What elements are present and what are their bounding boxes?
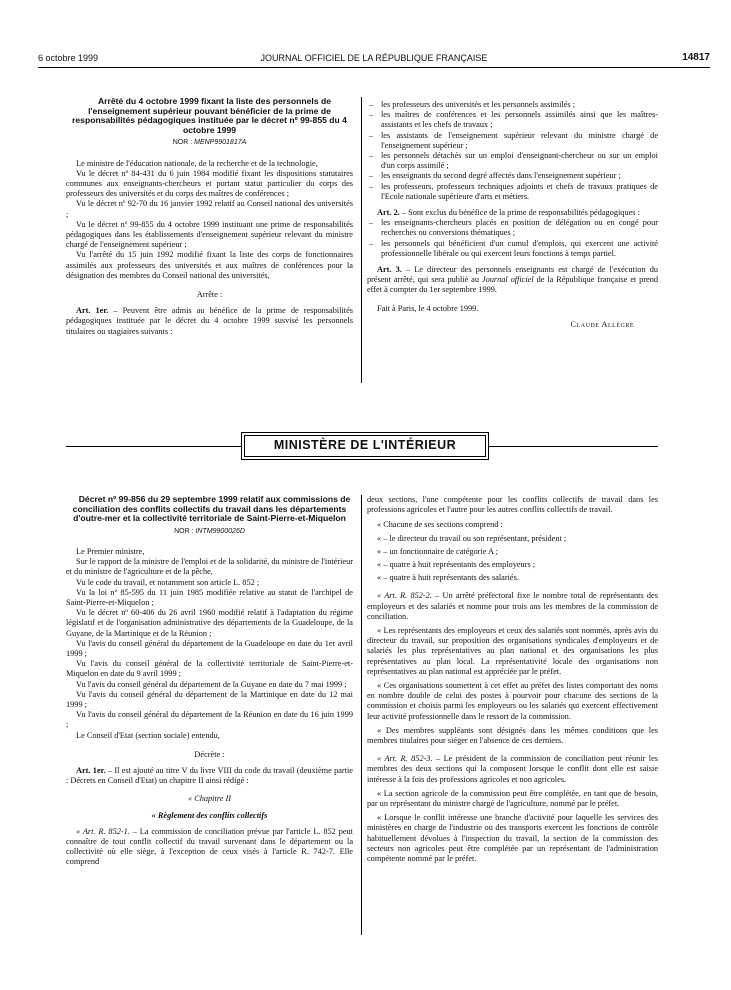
decret-paragraph: Vu l'avis du conseil général du département de la Guyane en date du 7 mai 1999 ; <box>76 679 347 689</box>
decret-right-column <box>367 495 658 864</box>
article-r852-1 <box>66 827 353 868</box>
decret-paragraph: « Des membres suppléants sont désignés dans les mêmes conditions que les membres titulaires pour siéger en l'absence de ces derniers. <box>367 725 658 746</box>
decret-paragraph: Vu le décret nº 60-406 du 26 avril 1960 modifié relatif à l'adaptation du régime législatif et de l'organisation administrative des départements de la Guadeloupe, de la Guyane, de la Martinique et de la Réunion ; <box>66 608 353 638</box>
running-header <box>38 52 710 68</box>
decret-paragraph: Vu l'avis du conseil général du département de la Martinique en date du 12 mai 1999 ; <box>66 689 353 710</box>
ministere-title: MINISTÈRE DE L'INTÉRIEUR <box>244 435 486 457</box>
column-divider-top <box>361 97 362 383</box>
article-label: Art. 1er. <box>76 766 106 776</box>
composition-item: « – quatre à huit représentants des salariés. <box>377 573 519 583</box>
arrete-right-column <box>367 100 658 330</box>
decret-paragraph: Vu l'avis du conseil général du département de la Réunion en date du 16 juin 1999 ; <box>66 710 353 730</box>
journal-officiel-ref: Journal officiel <box>481 275 534 285</box>
arrete-paragraph: Vu le décret nº 99-855 du 4 octobre 1999 instituant une prime de responsabilités pédagogiques dans les établissements d'enseignement supérieur relevant du ministre chargé de l'enseignement supérieur ; <box>66 219 353 250</box>
list-item: – les assistants de l'enseignement supérieur relevant du ministre chargé de l'enseignement supérieur ; <box>381 131 658 151</box>
header-journal-title: JOURNAL OFFICIEL DE LA RÉPUBLIQUE FRANÇAISE <box>260 53 488 63</box>
article-text: de la République française et prend effet à compter du 1er septembre 1999. <box>367 275 658 295</box>
list-item: – les maîtres de conférences et les personnels assimilés ainsi que les maîtres-assistants et les chefs de travaux ; <box>381 110 658 130</box>
article-text: – Il est ajouté au titre V du livre VIII du code du travail (deuxième partie : Décrets en Conseil d'Etat) un chapitre II ainsi rédigé : <box>66 766 353 786</box>
decret-paragraph: « Chacune de ses sections comprend : <box>377 520 503 530</box>
arrete-article-3 <box>367 265 658 296</box>
article-text: – La commission de conciliation prévue par l'article L. 852 peut connaître de tout conflit collectif du travail survenant dans le département ou la collectivité où elle siège, à l'exception de ceux visés à l'article R. 742-7. Elle comprend <box>66 826 353 867</box>
decrete-word: Décrète : <box>194 749 225 759</box>
article-r852-2 <box>367 591 658 622</box>
article-text: – Le président de la commission de conciliation peut réunir les membres des deux sections qui la composent lorsque le conflit dont elle est saisie intéresse à la fois des professions agricoles et non agricoles. <box>367 754 658 784</box>
decret-title: Décret nº 99-856 du 29 septembre 1999 relatif aux commissions de conciliation des conflits collectifs du travail dans les départements d'outre-mer et la collectivité territoriale de Saint-Pierre-et-Miquelon <box>72 494 351 524</box>
chapitre-heading: « Chapitre II <box>187 794 232 804</box>
article-text: – Sont exclus du bénéfice de la prime de responsabilités pédagogiques : <box>399 208 640 218</box>
header-rule <box>38 67 710 68</box>
list-item: – les professeurs des universités et les personnels assimilés ; <box>381 100 658 110</box>
article-text: – Un arrêté préfectoral fixe le nombre total de représentants des employeurs et des salariés et nomme pour trois ans les membres de la commission de conciliation. <box>367 591 658 621</box>
list-item: – les enseignants du second degré affectés dans l'enseignement supérieur ; <box>381 171 658 181</box>
list-item: – les personnels détachés sur un emploi d'enseignant-chercheur ou sur un emploi d'un corps assimilé ; <box>381 151 658 171</box>
decret-paragraph: « La section agricole de la commission peut être complétée, en tant que de besoin, par un représentant du ministre chargé de l'agriculture, nommé par le préfet. <box>367 788 658 809</box>
arrete-word: Arrête : <box>196 290 223 300</box>
decret-nor <box>66 527 353 537</box>
decret-paragraph: « Lorsque le conflit intéresse une branche d'activité pour laquelle les services des ministères en charge de l'industrie ou des transports exercent les fonctions de contrôle habituellement dévolues à l'inspection du travail, la section de la commission des secteurs non agricoles peut être complétée par un représentant de l'administration compétente nommé par le préfet. <box>367 813 658 864</box>
article-text: – Peuvent être admis au bénéfice de la prime de responsabilités pédagogiques instituée par le décret du 4 octobre 1999 susvisé les personnels titulaires ou stagiaires suivants : <box>66 306 354 336</box>
arrete-paragraph: Le ministre de l'éducation nationale, de la recherche et de la technologie, <box>76 158 318 168</box>
decret-paragraph: Vu l'avis du conseil général de la collectivité territoriale de Saint-Pierre-et-Miquelon en date du 9 avril 1999 ; <box>66 659 353 679</box>
list-item: – les personnels qui bénéficient d'un cumul d'emplois, qui exercent une activité professionnelle libérale ou qui exercent leurs fonctions à temps partiel. <box>381 239 658 259</box>
decret-paragraph: Le Conseil d'Etat (section sociale) entendu, <box>76 730 220 740</box>
decret-paragraph: deux sections, l'une compétente pour les conflits collectifs de travail dans les professions agricoles et l'autre pour les autres conflits collectifs de travail. <box>367 495 658 515</box>
header-date: 6 octobre 1999 <box>38 53 99 63</box>
arrete-title: Arrêté du 4 octobre 1999 fixant la liste des personnels de l'enseignement supérieur pouvant bénéficier de la prime de responsabilités pédagogiques instituée par le décret nº 99-855 du 4 octobre 1999 <box>72 96 347 135</box>
banner-line-left <box>66 446 241 447</box>
reglement-heading: « Règlement des conflits collectifs <box>151 810 268 820</box>
fait-a-paris: Fait à Paris, le 4 octobre 1999. <box>377 303 479 313</box>
article-2-list <box>367 218 658 259</box>
arrete-paragraph: Vu le décret nº 84-431 du 6 juin 1984 modifié fixant les dispositions statutaires communes aux enseignants-chercheurs et portant statut particulier du corps des professeurs des universités et du corps des maîtres de conférences ; <box>66 168 353 199</box>
composition-item: « – quatre à huit représentants des employeurs ; <box>377 560 536 570</box>
nor-label: NOR : <box>172 139 193 147</box>
nor-label: NOR : <box>174 527 194 535</box>
article-text: – Le directeur des personnels enseignants est chargé de l'exécution du présent arrêté, qui sera publié au <box>367 265 658 285</box>
list-item: – les professeurs, professeurs techniques adjoints et chefs de travaux pratiques de l'Ecole nationale supérieure d'arts et métiers. <box>381 182 658 202</box>
article-label: Art. 2. <box>377 208 400 218</box>
arrete-left-column <box>66 97 353 337</box>
decret-paragraph: Le Premier ministre, <box>76 546 145 556</box>
column-divider-bottom <box>361 495 362 935</box>
ministere-banner <box>241 432 489 460</box>
decret-paragraph: Vu la loi nº 85-595 du 11 juin 1985 modifiée relative au statut de l'archipel de Saint-Pierre-et-Miquelon ; <box>66 587 353 607</box>
nor-code: INTM9900026D <box>195 527 245 535</box>
composition-item: « – le directeur du travail ou son représentant, président ; <box>377 533 567 543</box>
decret-article-1 <box>66 766 353 786</box>
signature: Claude Allègre <box>570 319 634 329</box>
decret-paragraph: « Les représentants des employeurs et ceux des salariés sont nommés, après avis du directeur du travail, sur proposition des organisations syndicales d'employeurs et de salariés les plus représentatives au plan national et des organisations les plus représentatives au plan local. La représentativité locale des organisations non représentatives au plan national est appréciée par le préfet. <box>367 626 658 676</box>
decret-paragraph: Vu le code du travail, et notamment son article L. 852 ; <box>76 577 260 587</box>
header-page-number: 14817 <box>682 52 710 63</box>
decret-paragraph: « Ces organisations soumettent à cet effet au préfet des listes comportant des noms en nombre double de celui des postes à pourvoir pour chacune des sections de la commission et choisis parmi les employeurs ou les salariés qui exercent effectivement leur activité professionnelle dans le ressort de la commission. <box>367 681 658 721</box>
arrete-article-1 <box>66 306 353 337</box>
article-label: « Art. R. 852-3. <box>377 754 433 764</box>
list-item: – les enseignants-chercheurs placés en position de délégation ou en congé pour recherches ou conversions thématiques ; <box>381 218 658 238</box>
decret-left-column <box>66 495 353 868</box>
arrete-paragraph: Vu le décret nº 92-70 du 16 janvier 1992 relatif au Conseil national des universités ; <box>66 199 353 219</box>
article-label: « Art. R. 852-1. <box>76 826 130 836</box>
article-label: Art. 1er. <box>76 306 109 316</box>
decret-paragraph: Vu l'avis du conseil général du département de la Guadeloupe en date du 1er avril 1999 ; <box>66 638 353 659</box>
decret-paragraph: Sur le rapport de la ministre de l'emploi et de la solidarité, du ministre de l'intérieur et du ministre de l'agriculture et de la pêche, <box>66 557 353 577</box>
arrete-paragraph: Vu l'arrêté du 15 juin 1992 modifié fixant la liste des corps de fonctionnaires assimilés aux professeurs des universités et aux maîtres de conférences pour la désignation des membres du Conseil national des universités, <box>66 250 353 280</box>
arrete-nor <box>66 138 353 148</box>
article-1-list <box>367 100 658 202</box>
composition-item: « – un fonctionnaire de catégorie A ; <box>377 546 498 556</box>
arrete-article-2 <box>367 208 658 218</box>
article-label: « Art. R. 852-2. <box>377 591 432 601</box>
banner-line-right <box>489 446 658 447</box>
nor-code: MENP9901817A <box>194 139 247 147</box>
article-r852-3 <box>367 754 658 785</box>
article-label: Art. 3. <box>377 265 402 275</box>
